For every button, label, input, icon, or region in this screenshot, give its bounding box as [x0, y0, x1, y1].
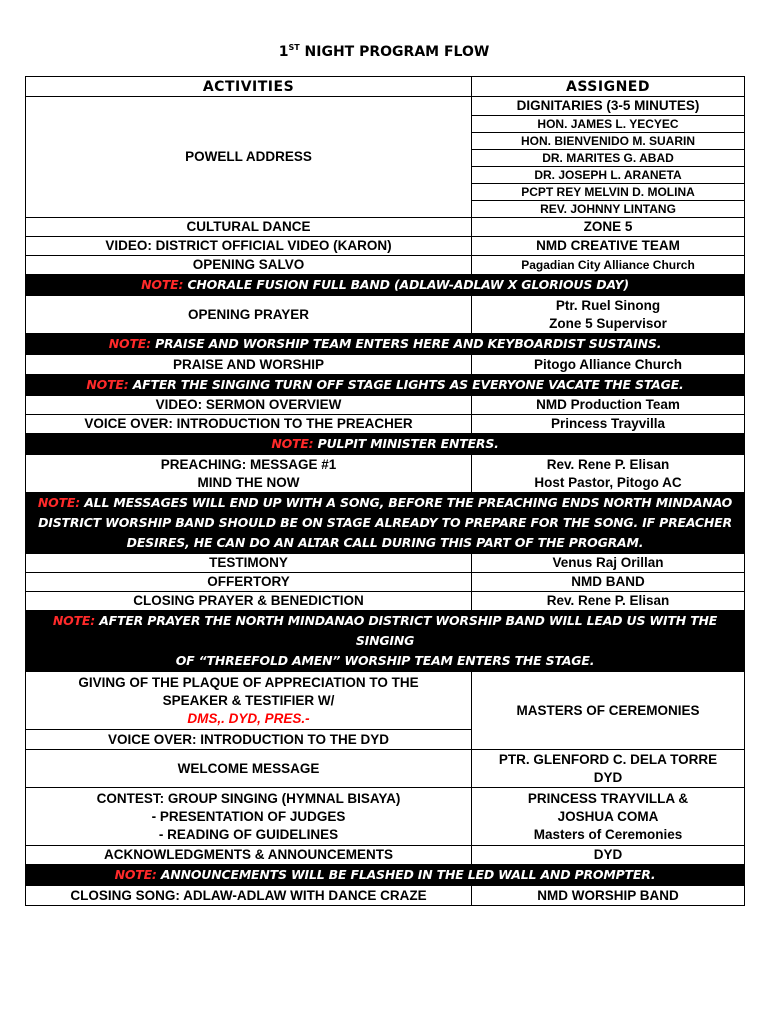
assigned-masters-of-ceremonies: MASTERS OF CEREMONIES	[472, 672, 745, 750]
note-chorale	[26, 275, 745, 296]
note-line: OF “THREEFOLD AMEN” WORSHIP TEAM ENTERS THE STAGE.	[175, 653, 595, 668]
note-pulpit	[26, 434, 745, 455]
activity-opening-salvo: OPENING SALVO	[26, 256, 472, 275]
page-title	[0, 43, 768, 60]
note-stage-lights	[26, 375, 745, 396]
table-row	[26, 218, 745, 237]
note-line	[30, 611, 740, 651]
note-row	[26, 334, 745, 355]
note-text: AFTER PRAYER THE NORTH MINDANAO DISTRICT WORSHIP BAND WILL LEAD US WITH THE SINGING	[99, 613, 718, 648]
note-text: PRAISE AND WORSHIP TEAM ENTERS HERE AND KEYBOARDIST SUSTAINS.	[155, 336, 662, 351]
note-row	[26, 275, 745, 296]
note-text: PULPIT MINISTER ENTERS.	[317, 436, 499, 451]
assigned-line: Zone 5 Supervisor	[549, 315, 667, 331]
assigned-acknowledgments: DYD	[472, 846, 745, 865]
activity-welcome: WELCOME MESSAGE	[26, 750, 472, 788]
activity-video-district: VIDEO: DISTRICT OFFICIAL VIDEO (KARON)	[26, 237, 472, 256]
note-praise-team	[26, 334, 745, 355]
dignitaries-heading: DIGNITARIES (3-5 MINUTES)	[472, 97, 745, 116]
activity-contest	[26, 788, 472, 846]
activity-opening-prayer: OPENING PRAYER	[26, 296, 472, 334]
table-row	[26, 886, 745, 906]
assigned-closing-song: NMD WORSHIP BAND	[472, 886, 745, 906]
activity-video-sermon: VIDEO: SERMON OVERVIEW	[26, 396, 472, 415]
note-text: AFTER THE SINGING TURN OFF STAGE LIGHTS AS EVERYONE VACATE THE STAGE.	[132, 377, 684, 392]
note-line: DISTRICT WORSHIP BAND SHOULD BE ON STAGE ALREADY TO PREPARE FOR THE SONG. IF PREACHER	[38, 515, 732, 530]
assigned-opening-prayer	[472, 296, 745, 334]
table-row	[26, 237, 745, 256]
dignitary-name: PCPT REY MELVIN D. MOLINA	[472, 184, 745, 201]
title-text: NIGHT PROGRAM FLOW	[299, 44, 490, 60]
note-row	[26, 611, 745, 672]
table-row	[26, 750, 745, 788]
activity-line: CONTEST: GROUP SINGING (HYMNAL BISAYA)	[96, 790, 401, 806]
activity-closing-prayer: CLOSING PRAYER & BENEDICTION	[26, 592, 472, 611]
assigned-line: JOSHUA COMA	[557, 808, 659, 824]
activity-plaque	[26, 672, 472, 730]
header-activities: ACTIVITIES	[26, 77, 472, 97]
note-text: ANNOUNCEMENTS WILL BE FLASHED IN THE LED WALL AND PROMPTER.	[160, 867, 656, 882]
activity-line-highlight: DMS,. DYD, PRES.-	[187, 710, 310, 726]
assigned-closing-prayer: Rev. Rene P. Elisan	[472, 592, 745, 611]
activity-line: SPEAKER & TESTIFIER W/	[162, 692, 335, 708]
dignitary-name: HON. BIENVENIDO M. SUARIN	[472, 133, 745, 150]
activity-praise-worship: PRAISE AND WORSHIP	[26, 355, 472, 375]
assigned-welcome	[472, 750, 745, 788]
header-assigned: ASSIGNED	[472, 77, 745, 97]
activity-cultural-dance: CULTURAL DANCE	[26, 218, 472, 237]
assigned-voice-over-preacher: Princess Trayvilla	[472, 415, 745, 434]
activity-line: PREACHING: MESSAGE #1	[160, 456, 337, 472]
activity-powell-address: POWELL ADDRESS	[26, 97, 472, 218]
table-row	[26, 672, 745, 730]
dignitary-name: DR. MARITES G. ABAD	[472, 150, 745, 167]
note-label: NOTE:	[86, 377, 129, 392]
dignitary-name: DR. JOSEPH L. ARANETA	[472, 167, 745, 184]
note-text: ALL MESSAGES WILL END UP WITH A SONG, BEFORE THE PREACHING ENDS NORTH MINDANAO	[84, 495, 733, 510]
note-row	[26, 493, 745, 554]
note-line	[30, 493, 740, 513]
activity-acknowledgments: ACKNOWLEDGMENTS & ANNOUNCEMENTS	[26, 846, 472, 865]
assigned-line: Masters of Ceremonies	[533, 826, 683, 842]
note-label: NOTE:	[271, 436, 314, 451]
table-row	[26, 788, 745, 846]
table-row	[26, 296, 745, 334]
note-row	[26, 375, 745, 396]
activity-line: MIND THE NOW	[197, 474, 300, 490]
assigned-praise-worship: Pitogo Alliance Church	[472, 355, 745, 375]
table-row	[26, 554, 745, 573]
activity-testimony: TESTIMONY	[26, 554, 472, 573]
assigned-offertory: NMD BAND	[472, 573, 745, 592]
assigned-line: PTR. GLENFORD C. DELA TORRE	[498, 751, 718, 767]
note-announcements	[26, 865, 745, 886]
assigned-line: DYD	[593, 769, 623, 785]
note-row	[26, 865, 745, 886]
dignitary-name: HON. JAMES L. YECYEC	[472, 116, 745, 133]
note-line: DESIRES, HE CAN DO AN ALTAR CALL DURING THIS PART OF THE PROGRAM.	[126, 535, 644, 550]
note-text: CHORALE FUSION FULL BAND (ADLAW-ADLAW X GLORIOUS DAY)	[187, 277, 629, 292]
assigned-line: PRINCESS TRAYVILLA &	[527, 790, 689, 806]
note-label: NOTE:	[114, 867, 157, 882]
table-row	[26, 455, 745, 493]
activity-line: - READING OF GUIDELINES	[158, 826, 339, 842]
table-row	[26, 97, 745, 116]
activity-voice-over-dyd: VOICE OVER: INTRODUCTION TO THE DYD	[26, 730, 472, 750]
note-label: NOTE:	[37, 495, 81, 510]
note-messages	[26, 493, 745, 554]
assigned-line: Rev. Rene P. Elisan	[546, 456, 670, 472]
table-row	[26, 846, 745, 865]
assigned-preaching	[472, 455, 745, 493]
title-superscript: ST	[288, 43, 300, 52]
activity-closing-song: CLOSING SONG: ADLAW-ADLAW WITH DANCE CRAZE	[26, 886, 472, 906]
note-label: NOTE:	[52, 613, 96, 628]
table-row	[26, 573, 745, 592]
assigned-testimony: Venus Raj Orillan	[472, 554, 745, 573]
assigned-line: Ptr. Ruel Sinong	[555, 297, 661, 313]
assigned-cultural-dance: ZONE 5	[472, 218, 745, 237]
note-label: NOTE:	[141, 277, 184, 292]
table-row	[26, 592, 745, 611]
activity-voice-over-preacher: VOICE OVER: INTRODUCTION TO THE PREACHER	[26, 415, 472, 434]
assigned-video-district: NMD CREATIVE TEAM	[472, 237, 745, 256]
dignitary-name: REV. JOHNNY LINTANG	[472, 201, 745, 218]
program-flow-table	[25, 76, 745, 906]
activity-offertory: OFFERTORY	[26, 573, 472, 592]
note-row	[26, 434, 745, 455]
assigned-line: Host Pastor, Pitogo AC	[534, 474, 682, 490]
table-row	[26, 256, 745, 275]
activity-line: GIVING OF THE PLAQUE OF APPRECIATION TO THE	[78, 674, 419, 690]
title-prefix: 1	[278, 44, 289, 60]
assigned-contest	[472, 788, 745, 846]
activity-line: - PRESENTATION OF JUDGES	[151, 808, 346, 824]
note-threefold-amen	[26, 611, 745, 672]
table-row	[26, 396, 745, 415]
table-header-row	[26, 77, 745, 97]
note-label: NOTE:	[108, 336, 151, 351]
activity-preaching	[26, 455, 472, 493]
assigned-video-sermon: NMD Production Team	[472, 396, 745, 415]
table-row	[26, 355, 745, 375]
table-row	[26, 415, 745, 434]
assigned-opening-salvo: Pagadian City Alliance Church	[472, 256, 745, 275]
